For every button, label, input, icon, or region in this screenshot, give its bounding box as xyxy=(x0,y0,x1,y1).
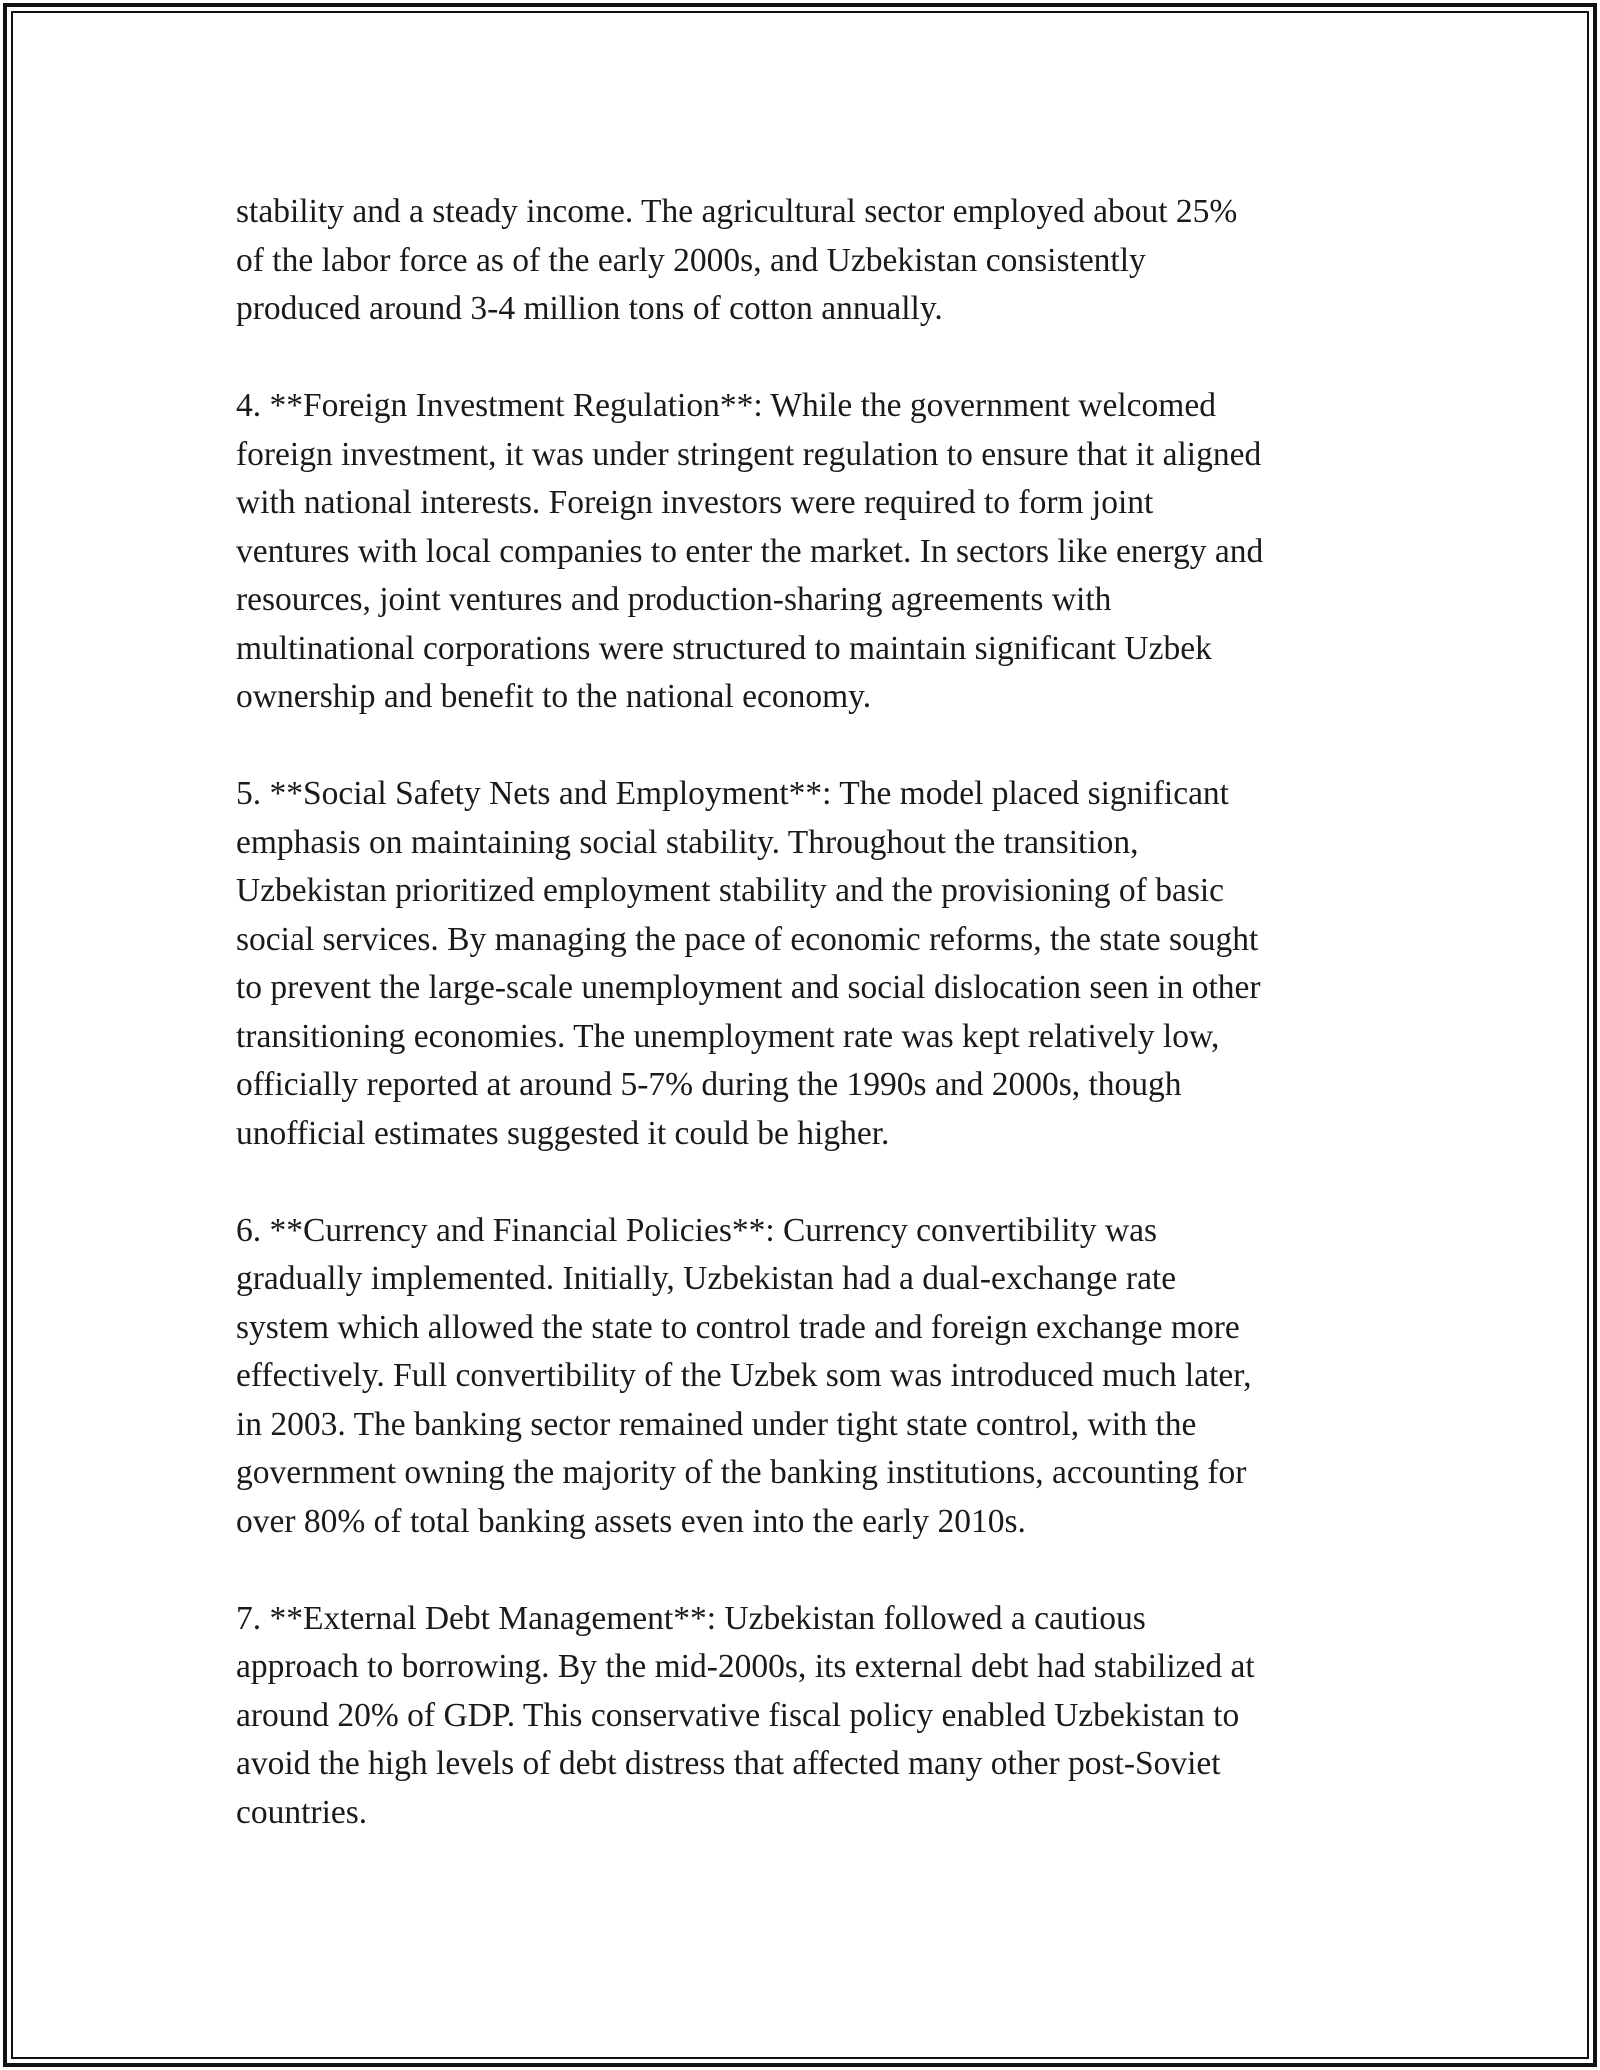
text-line: in 2003. The banking sector remained under tight state control, with the xyxy=(236,1405,1197,1443)
paragraph-agriculture-continued xyxy=(236,188,1376,334)
text-line: produced around 3-4 million tons of cotton annually. xyxy=(236,290,943,327)
text-line: of the labor force as of the early 2000s, and Uzbekistan consistently xyxy=(236,241,1146,279)
text-line: approach to borrowing. By the mid-2000s, its external debt had stabilized at xyxy=(236,1648,1255,1685)
text-line: officially reported at around 5-7% during the 1990s and 2000s, though xyxy=(236,1066,1182,1103)
paragraph-social-safety xyxy=(236,770,1376,1158)
text-line: transitioning economies. The unemployment rate was kept relatively low, xyxy=(236,1017,1220,1055)
paragraph-currency-financial xyxy=(236,1207,1376,1547)
text-line: ventures with local companies to enter the market. In sectors like energy and xyxy=(236,532,1264,570)
text-line: multinational corporations were structured to maintain significant Uzbek xyxy=(236,629,1212,667)
text-line: 6. **Currency and Financial Policies**: Currency convertibility was xyxy=(236,1211,1158,1249)
text-line: foreign investment, it was under stringent regulation to ensure that it aligned xyxy=(236,435,1262,473)
text-line: over 80% of total banking assets even into the early 2010s. xyxy=(236,1502,1026,1540)
text-line: 4. **Foreign Investment Regulation**: While the government welcomed xyxy=(236,387,1216,424)
text-line: 5. **Social Safety Nets and Employment**: The model placed significant xyxy=(236,775,1229,812)
text-line: with national interests. Foreign investors were required to form joint xyxy=(236,484,1154,521)
text-line: gradually implemented. Initially, Uzbekistan had a dual-exchange rate xyxy=(236,1260,1177,1297)
text-line: unofficial estimates suggested it could be higher. xyxy=(236,1114,890,1152)
text-line: government owning the majority of the banking institutions, accounting for xyxy=(236,1454,1247,1491)
text-line: stability and a steady income. The agricultural sector employed about 25% xyxy=(236,193,1238,230)
text-line: Uzbekistan prioritized employment stability and the provisioning of basic xyxy=(236,872,1225,909)
text-line: resources, joint ventures and production-sharing agreements with xyxy=(236,581,1112,618)
text-line: around 20% of GDP. This conservative fiscal policy enabled Uzbekistan to xyxy=(236,1696,1240,1734)
text-line: effectively. Full convertibility of the Uzbek som was introduced much later, xyxy=(236,1357,1252,1394)
text-line: emphasis on maintaining social stability. Throughout the transition, xyxy=(236,823,1139,861)
text-line: ownership and benefit to the national economy. xyxy=(236,678,872,715)
text-line: countries. xyxy=(236,1793,368,1831)
text-line: 7. **External Debt Management**: Uzbekistan followed a cautious xyxy=(236,1599,1146,1637)
text-line: system which allowed the state to control trade and foreign exchange more xyxy=(236,1308,1240,1346)
paragraph-foreign-investment xyxy=(236,382,1376,722)
document-body xyxy=(236,188,1376,1886)
paragraph-external-debt xyxy=(236,1595,1376,1838)
text-line: avoid the high levels of debt distress that affected many other post-Soviet xyxy=(236,1745,1221,1782)
text-line: to prevent the large-scale unemployment and social dislocation seen in other xyxy=(236,969,1261,1006)
text-line: social services. By managing the pace of economic reforms, the state sought xyxy=(236,920,1259,958)
